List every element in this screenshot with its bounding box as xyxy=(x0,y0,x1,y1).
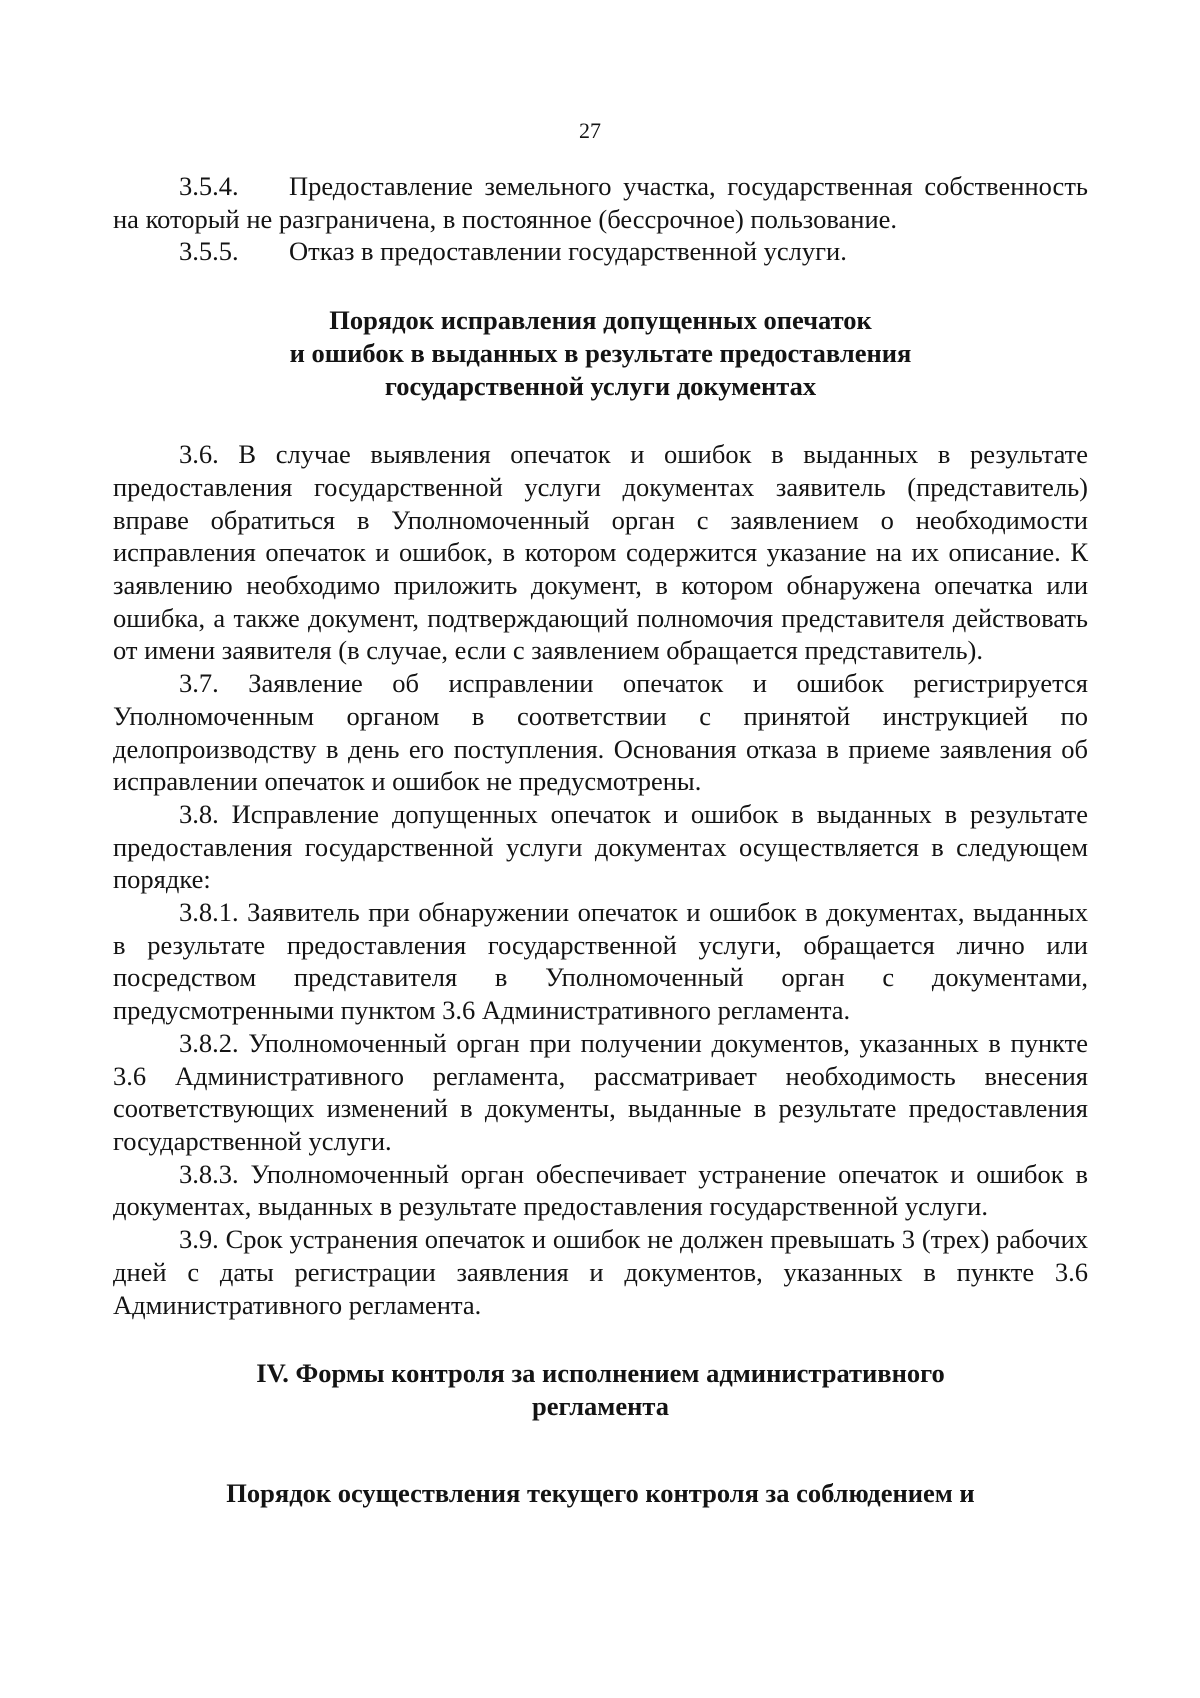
item-number: 3.5.4. xyxy=(179,171,239,201)
spacer xyxy=(113,402,1088,438)
spacer xyxy=(113,1321,1088,1357)
spacer xyxy=(113,1423,1088,1477)
heading-line: и ошибок в выданных в результате предоставления xyxy=(289,337,912,368)
item-text: Предоставление земельного участка, государственная собственность на который не разграничена, в постоянное (бессрочное) пользование. xyxy=(113,171,1088,234)
heading-line: регламента xyxy=(532,1390,669,1421)
heading-line: государственной услуги документах xyxy=(384,370,817,401)
paragraph-3-8: 3.8. Исправление допущенных опечаток и ошибок в выданных в результате предоставления государственной услуги документах осуществляется в следующем порядке: xyxy=(113,798,1088,895)
heading-line: IV. Формы контроля за исполнением административного xyxy=(256,1358,945,1389)
paragraph-3-5-5 xyxy=(113,235,1088,268)
paragraph-3-8-3: 3.8.3. Уполномоченный орган обеспечивает устранение опечаток и ошибок в документах, выданных в результате предоставления государственной услуги. xyxy=(113,1158,1088,1222)
spacer xyxy=(113,268,1088,304)
section-heading-corrections xyxy=(113,304,1088,402)
paragraph-3-9: 3.9. Срок устранения опечаток и ошибок не должен превышать 3 (трех) рабочих дней с даты регистрации заявления и документов, указанных в пункте 3.6 Административного регламента. xyxy=(113,1224,1088,1320)
heading-line: Порядок исправления допущенных опечаток xyxy=(329,305,872,336)
item-text: Отказ в предоставлении государственной услуги. xyxy=(289,236,847,267)
paragraph-3-8-2: 3.8.2. Уполномоченный орган при получении документов, указанных в пункте 3.6 Административного регламента, рассматривает необходимость внесения соответствующих изменений в документы, выданные в результате предоставления государственной услуги. xyxy=(113,1027,1088,1156)
paragraph-3-5-4 xyxy=(113,170,1088,235)
section-heading-current-control xyxy=(113,1477,1088,1510)
paragraph-3-7: 3.7. Заявление об исправлении опечаток и ошибок регистрируется Уполномоченным органом в соответствии с принятой инструкцией по делопроизводству в день его поступления. Основания отказа в приеме заявления об исправлении опечаток и ошибок не предусмотрены. xyxy=(113,668,1088,797)
item-number: 3.5.5. xyxy=(179,236,239,267)
document-body xyxy=(113,170,1088,1509)
page-number: 27 xyxy=(579,118,601,143)
heading-line: Порядок осуществления текущего контроля за соблюдением и xyxy=(226,1477,975,1508)
paragraph-3-6: 3.6. В случае выявления опечаток и ошибок в выданных в результате предоставления государственной услуги документах заявитель (представитель) вправе обратиться в Уполномоченный орган с заявлением о необходимости исправления опечаток и ошибок, в котором содержится указание на их описание. К заявлению необходимо приложить документ, в котором обнаружена опечатка или ошибка, а также документ, подтверждающий полномочия представителя действовать от имени заявителя (в случае, если с заявлением обращается представитель). xyxy=(113,439,1088,666)
section-heading-control-forms xyxy=(113,1357,1088,1422)
paragraph-3-8-1: 3.8.1. Заявитель при обнаружении опечаток и ошибок в документах, выданных в результате предоставления государственной услуги, обращается лично или посредством представителя в Уполномоченный орган с документами, предусмотренными пунктом 3.6 Административного регламента. xyxy=(113,897,1088,1026)
